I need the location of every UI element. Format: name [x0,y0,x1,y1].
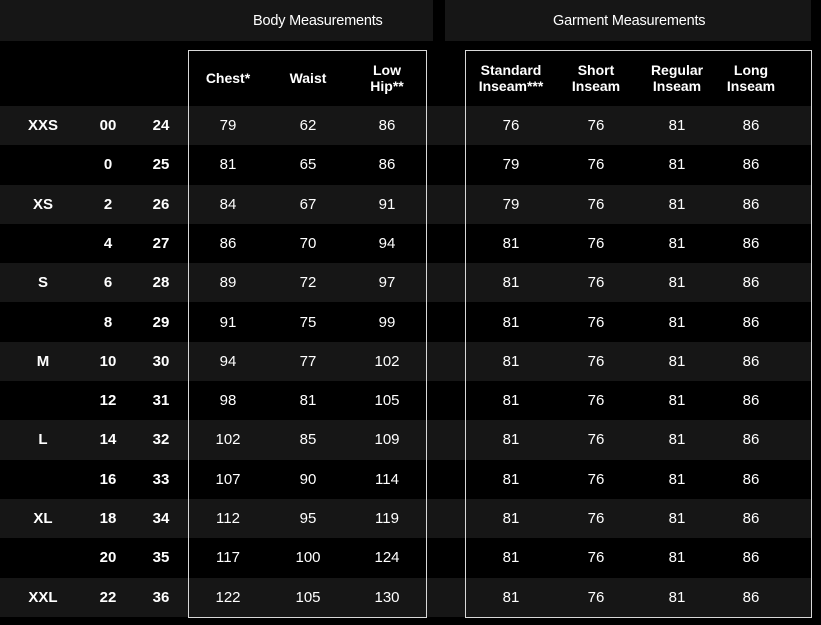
cell-us: 16 [99,470,117,488]
cell-regular: 81 [668,313,686,331]
cell-us: 6 [103,274,113,292]
cell-us: 22 [99,588,117,606]
cell-waist-size: 36 [152,588,170,606]
body-measurements-header [0,0,433,41]
col-header-waist-label: Waist [289,70,327,86]
cell-standard: 81 [502,549,520,567]
cell-regular: 81 [668,352,686,370]
cell-us: 2 [103,195,113,213]
col-header-standard-inseam [466,62,556,94]
cell-short: 76 [587,510,605,527]
cell-waist-size: 33 [152,470,170,488]
cell-waist: 65 [299,156,317,174]
cell-regular: 81 [668,195,686,213]
cell-short: 76 [587,117,605,134]
cell-long: 86 [742,352,760,370]
cell-hip: 114 [375,470,399,488]
cell-us: 8 [103,313,113,331]
cell-waist: 85 [299,431,317,449]
cell-waist-size: 34 [152,510,170,527]
cell-long: 86 [742,234,760,252]
cell-hip: 86 [378,117,396,134]
cell-waist-size: 31 [152,392,170,410]
col-header-short-inseam [551,62,641,94]
cell-chest: 112 [216,510,240,527]
cell-standard: 79 [502,156,520,174]
col-header-standard-line2: Inseam*** [478,78,544,94]
cell-regular: 81 [668,470,686,488]
cell-short: 76 [587,588,605,606]
col-header-short-line1: Short [577,62,615,78]
body-measurements-title: Body Measurements [253,13,383,29]
cell-waist: 90 [299,470,317,488]
cell-hip: 102 [374,352,400,370]
cell-waist-size: 24 [152,117,170,134]
cell-long: 86 [742,510,760,527]
cell-standard: 81 [502,470,520,488]
col-header-chest [183,70,273,86]
col-header-short-line2: Inseam [571,78,621,94]
cell-waist: 70 [299,234,317,252]
cell-us: 14 [99,431,117,449]
cell-hip: 124 [374,549,400,567]
cell-waist-size: 26 [152,195,170,213]
cell-hip: 109 [374,431,400,449]
col-header-chest-label: Chest* [205,70,251,86]
cell-us: 0 [103,156,113,174]
cell-size: XL [33,510,53,527]
cell-long: 86 [742,313,760,331]
cell-us: 4 [103,234,113,252]
col-header-low-hip [342,62,432,94]
garment-measurements-header [445,0,811,41]
cell-regular: 81 [668,392,686,410]
col-header-long-inseam [706,62,796,94]
cell-chest: 107 [215,470,241,488]
cell-standard: 81 [502,392,520,410]
cell-waist-size: 32 [152,431,170,449]
cell-size: S [37,274,48,292]
cell-us: 18 [99,510,117,527]
cell-standard: 81 [502,510,520,527]
col-header-long-line1: Long [733,62,769,78]
cell-chest: 84 [219,195,237,213]
cell-us: 20 [99,549,117,567]
cell-waist: 100 [295,549,321,567]
cell-chest: 94 [219,352,237,370]
cell-size: XXS [27,117,58,134]
cell-waist-size: 30 [152,352,170,370]
cell-short: 76 [587,352,605,370]
cell-waist-size: 35 [152,549,170,567]
cell-waist: 75 [299,313,317,331]
cell-chest: 91 [219,313,237,331]
cell-long: 86 [742,156,760,174]
cell-hip: 99 [378,313,396,331]
col-header-waist [263,70,353,86]
cell-regular: 81 [668,117,686,134]
cell-regular: 81 [668,274,686,292]
cell-standard: 81 [502,431,520,449]
cell-waist: 72 [299,274,317,292]
col-header-low-hip-line1: Low [373,62,401,78]
cell-long: 86 [742,117,760,134]
cell-waist: 62 [299,117,317,134]
cell-regular: 81 [668,588,686,606]
cell-long: 86 [742,392,760,410]
body-measurements-box [188,50,427,618]
cell-us: 12 [99,392,117,410]
cell-waist-size: 25 [152,156,170,174]
cell-us: 10 [99,352,117,370]
cell-waist: 81 [299,392,317,410]
cell-us: 00 [99,117,117,134]
cell-long: 86 [742,470,760,488]
cell-waist: 77 [299,352,317,370]
col-header-regular-line2: Inseam [652,78,702,94]
cell-standard: 81 [502,588,520,606]
cell-standard: 81 [502,352,520,370]
cell-long: 86 [742,274,760,292]
cell-short: 76 [587,156,605,174]
cell-hip: 91 [378,195,396,213]
cell-long: 86 [742,431,760,449]
cell-regular: 81 [668,510,686,527]
cell-short: 76 [587,470,605,488]
cell-standard: 81 [502,234,520,252]
cell-regular: 81 [668,431,686,449]
cell-short: 76 [587,392,605,410]
cell-hip: 119 [375,510,399,527]
cell-long: 86 [742,588,760,606]
cell-waist: 67 [299,195,317,213]
cell-waist-size: 29 [152,313,170,331]
cell-chest: 98 [219,392,237,410]
cell-regular: 81 [668,234,686,252]
garment-measurements-title: Garment Measurements [553,13,706,29]
cell-chest: 86 [219,234,237,252]
cell-waist: 105 [295,588,321,606]
cell-standard: 76 [502,117,520,134]
cell-size: M [36,352,50,370]
cell-hip: 86 [378,156,396,174]
cell-short: 76 [587,195,605,213]
cell-chest: 117 [216,549,240,567]
cell-short: 76 [587,234,605,252]
cell-chest: 89 [219,274,237,292]
cell-short: 76 [587,549,605,567]
cell-hip: 94 [378,234,396,252]
cell-hip: 130 [374,588,400,606]
cell-hip: 97 [378,274,396,292]
cell-standard: 79 [502,195,520,213]
col-header-long-line2: Inseam [726,78,776,94]
cell-waist: 95 [299,510,317,527]
col-header-regular-line1: Regular [650,62,704,78]
cell-size: XS [32,195,53,213]
cell-hip: 105 [374,392,400,410]
col-header-low-hip-line2: Hip** [370,78,404,94]
cell-regular: 81 [668,549,686,567]
cell-waist-size: 28 [152,274,170,292]
cell-chest: 102 [215,431,241,449]
cell-waist-size: 27 [152,234,170,252]
cell-standard: 81 [502,313,520,331]
cell-chest: 122 [215,588,241,606]
garment-measurements-box [465,50,812,618]
cell-chest: 81 [219,156,237,174]
cell-short: 76 [587,274,605,292]
cell-size: L [38,431,48,449]
cell-regular: 81 [668,156,686,174]
cell-long: 86 [742,195,760,213]
cell-short: 76 [587,431,605,449]
col-header-standard-line1: Standard [480,62,542,78]
cell-standard: 81 [502,274,520,292]
cell-size: XXL [28,588,58,606]
cell-short: 76 [587,313,605,331]
cell-long: 86 [742,549,760,567]
cell-chest: 79 [219,117,237,134]
